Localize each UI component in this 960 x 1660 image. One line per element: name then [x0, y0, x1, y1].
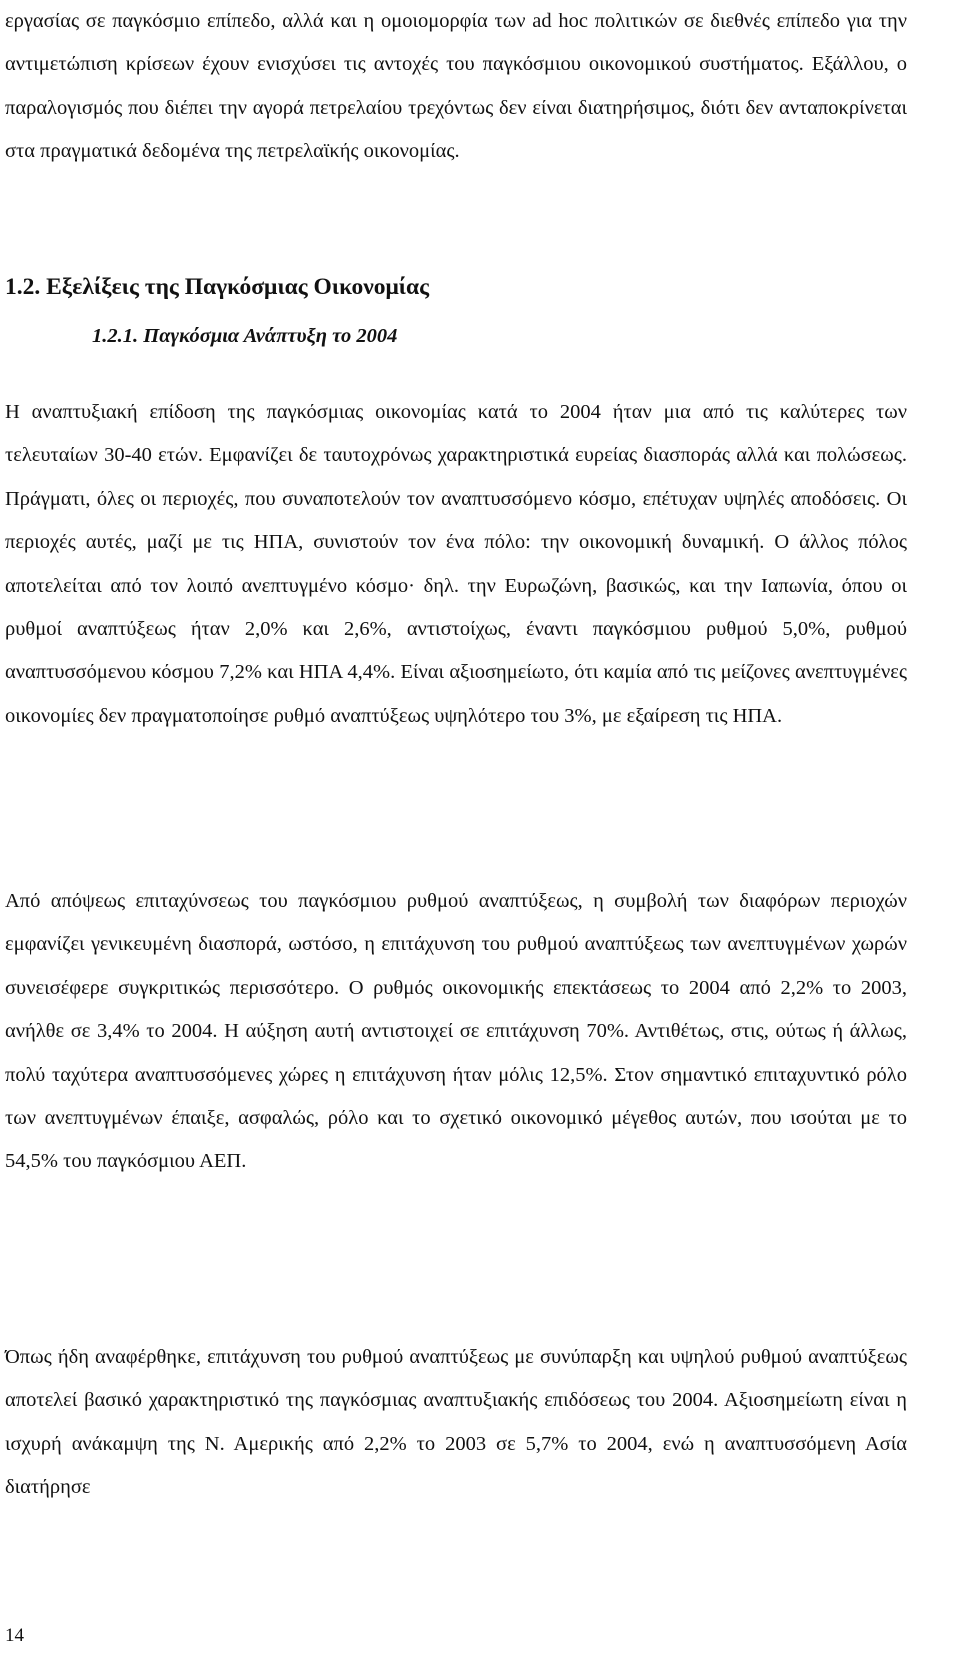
section-heading: 1.2. Εξελίξεις της Παγκόσμιας Οικονομίας	[5, 274, 430, 300]
body-paragraph-1: Η αναπτυξιακή επίδοση της παγκόσμιας οικονομίας κατά το 2004 ήταν μια από τις καλύτερες των τελευταίων 30-40 ετών. Εμφανίζει δε ταυτοχρόνως χαρακτηριστικά ευρείας διασποράς αλλά και πολώσεως. Πράγματι, όλες οι περιοχές, που συναποτελούν τον αναπτυσσόμενο κόσμο, επέτυχαν υψηλές αποδόσεις. Οι περιοχές αυτές, μαζί με τις ΗΠΑ, συνιστούν τον ένα πόλο: την οικονομική δυναμική. Ο άλλος πόλος αποτελείται από τον λοιπό ανεπτυγμένο κόσμο· δηλ. την Ευρωζώνη, βασικώς, και την Ιαπωνία, όπου οι ρυθμοί αναπτύξεως ήταν 2,0% και 2,6%, αντιστοίχως, έναντι παγκόσμιου ρυθμού 5,0%, ρυθμού αναπτυσσόμενου κόσμου 7,2% και ΗΠΑ 4,4%. Είναι αξιοσημείωτο, ότι καμία από τις μείζονες ανεπτυγμένες οικονομίες δεν πραγματοποίησε ρυθμό αναπτύξεως υψηλότερο του 3%, με εξαίρεση τις ΗΠΑ.	[5, 401, 907, 727]
intro-paragraph: εργασίας σε παγκόσμιο επίπεδο, αλλά και η ομοιομορφία των ad hoc πολιτικών σε διεθνές επίπεδο για την αντιμετώπιση κρίσεων έχουν ενισχύσει τις αντοχές του παγκόσμιου οικονομικού συστήματος. Εξάλλου, ο παραλογισμός που διέπει την αγορά πετρελαίου τρεχόντως δεν είναι διατηρήσιμος, διότι δεν ανταποκρίνεται στα πραγματικά δεδομένα της πετρελαϊκής οικονομίας.	[5, 10, 907, 163]
body-paragraph-2: Από απόψεως επιταχύνσεως του παγκόσμιου ρυθμού αναπτύξεως, η συμβολή των διαφόρων περιοχών εμφανίζει γενικευμένη διασπορά, ωστόσο, η επιτάχυνση του ρυθμού αναπτύξεως των ανεπτυγμένων χωρών συνεισέφερε συγκριτικώς περισσότερο. Ο ρυθμός οικονομικής επεκτάσεως το 2004 από 2,2% το 2003, ανήλθε σε 3,4% το 2004. Η αύξηση αυτή αντιστοιχεί σε επιτάχυνση 70%. Αντιθέτως, στις, ούτως ή άλλως, πολύ ταχύτερα αναπτυσσόμενες χώρες η επιτάχυνση ήταν μόλις 12,5%. Στον σημαντικό επιταχυντικό ρόλο των ανεπτυγμένων έπαιξε, ασφαλώς, ρόλο και το σχετικό οικονομικό μέγεθος αυτών, που ισούται με το 54,5% του παγκόσμιου ΑΕΠ.	[5, 890, 907, 1173]
subsection-heading: 1.2.1. Παγκόσμια Ανάπτυξη το 2004	[92, 325, 398, 347]
body-paragraph-3: Όπως ήδη αναφέρθηκε, επιτάχυνση του ρυθμού αναπτύξεως με συνύπαρξη και υψηλού ρυθμού αναπτύξεως αποτελεί βασικό χαρακτηριστικό της παγκόσμιας αναπτυξιακής επιδόσεως του 2004. Αξιοσημείωτη είναι η ισχυρή ανάκαμψη της Ν. Αμερικής από 2,2% το 2003 σε 5,7% το 2004, ενώ η αναπτυσσόμενη Ασία διατήρησε	[5, 1346, 907, 1499]
page-number: 14	[5, 1625, 24, 1646]
